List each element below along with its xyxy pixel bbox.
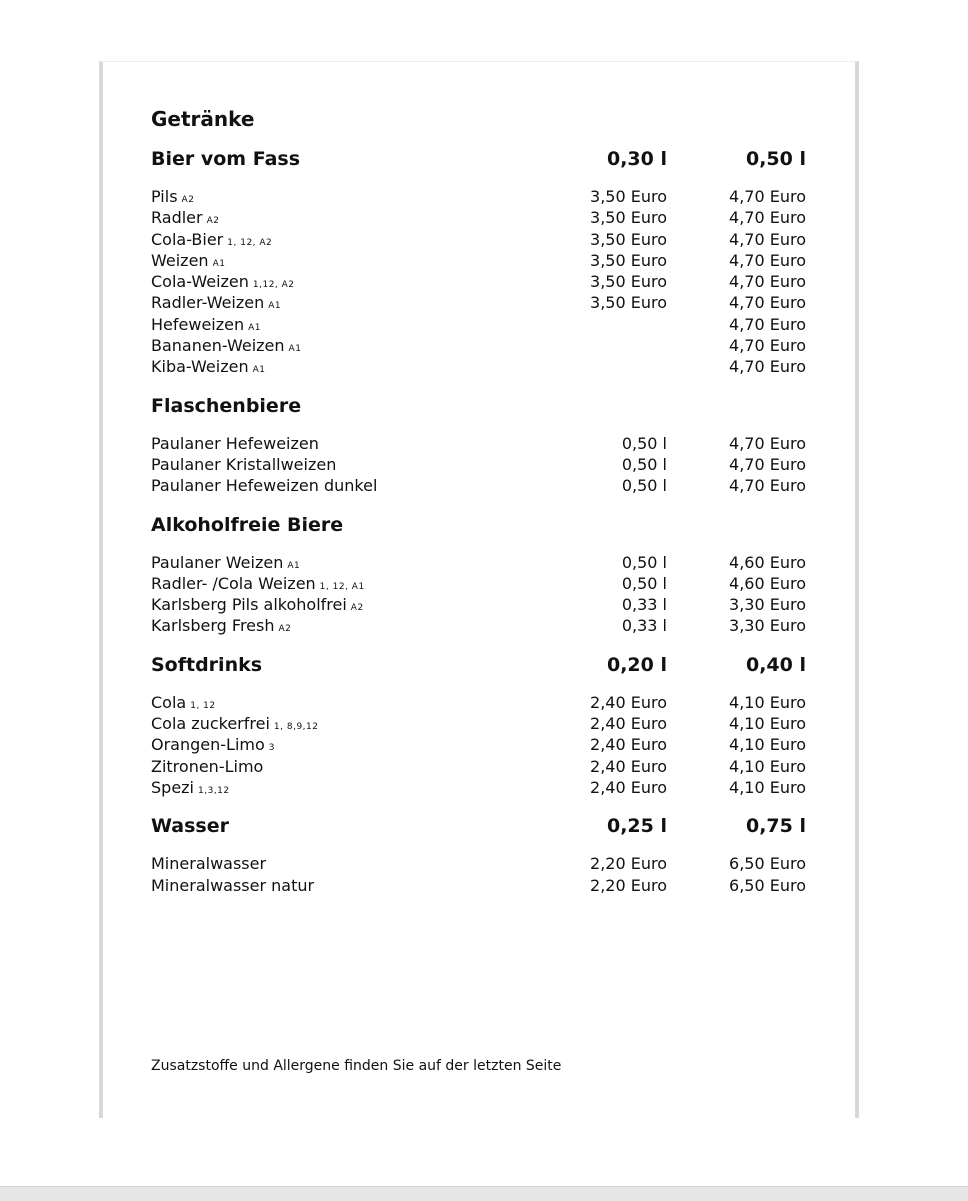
additive-codes: 3 [268, 743, 275, 754]
menu-section [151, 811, 811, 896]
column-size-1: 0,20 l [606, 653, 667, 676]
section-heading: Softdrinks [151, 653, 263, 676]
item-price-2: 6,50 Euro [729, 875, 806, 895]
item-price-2: 4,70 Euro [729, 357, 806, 377]
menu-item [151, 475, 811, 496]
item-price-2: 4,70 Euro [729, 229, 806, 249]
item-price-1: 0,50 l [621, 573, 667, 593]
item-name: Bananen-Weizen [151, 336, 285, 356]
section-heading-row [151, 510, 811, 540]
item-price-2: 4,10 Euro [729, 735, 806, 755]
section-heading-row [151, 650, 811, 680]
item-name: Pils [151, 187, 178, 206]
item-price-1: 2,40 Euro [590, 756, 667, 776]
menu-section [151, 650, 811, 798]
item-price-2: 4,70 Euro [729, 476, 806, 496]
menu-item [151, 314, 811, 335]
menu-section [151, 510, 811, 637]
menu-item [151, 207, 811, 228]
section-heading: Alkoholfreie Biere [151, 513, 344, 536]
item-price-2: 4,70 Euro [729, 208, 806, 228]
item-name-cell [151, 777, 230, 802]
bottom-scroll-bar [0, 1186, 968, 1201]
additive-codes: A1 [288, 344, 302, 355]
item-name: Paulaner Kristallweizen [151, 454, 337, 474]
item-name: Orangen-Limo [151, 735, 265, 755]
menu-item [151, 271, 811, 292]
item-price-2: 4,70 Euro [729, 272, 806, 292]
menu-page [99, 61, 859, 1118]
item-name: Hefeweizen [151, 314, 245, 334]
item-price-1: 2,40 Euro [590, 692, 667, 712]
section-heading-row [151, 144, 811, 174]
additive-codes: A1 [268, 301, 282, 312]
item-list [151, 433, 811, 497]
menu-item [151, 777, 811, 798]
item-name: Kiba-Weizen [151, 357, 249, 377]
page-title: Getränke [151, 107, 255, 131]
item-price-1: 0,33 l [621, 595, 667, 615]
item-name: Spezi [151, 777, 194, 797]
menu-item [151, 433, 811, 454]
menu-item [151, 356, 811, 377]
column-size-1: 0,30 l [606, 148, 667, 170]
item-price-1: 0,50 l [621, 552, 667, 572]
item-price-2: 4,70 Euro [729, 336, 806, 356]
additive-codes: A1 [248, 322, 261, 333]
item-name-cell [151, 875, 318, 900]
item-price-2: 4,70 Euro [729, 433, 806, 453]
item-name: Cola-Bier [151, 229, 224, 249]
menu-item [151, 756, 811, 777]
item-price-1: 3,50 Euro [590, 272, 667, 292]
additive-codes: A2 [350, 603, 364, 614]
item-price-2: 4,60 Euro [729, 552, 806, 572]
menu-item [151, 713, 811, 734]
menu-section [151, 391, 811, 497]
item-name: Radler- /Cola Weizen [151, 573, 316, 593]
item-list [151, 552, 811, 637]
item-price-2: 4,70 Euro [729, 250, 806, 270]
item-name: Karlsberg Pils alkoholfrei [151, 595, 347, 615]
additive-codes: 1, 12, A2 [227, 237, 273, 248]
item-price-2: 6,50 Euro [729, 854, 806, 874]
item-price-2: 3,30 Euro [729, 616, 806, 636]
menu-item [151, 692, 811, 713]
item-price-1: 0,50 l [621, 433, 667, 453]
item-price-2: 4,10 Euro [729, 692, 806, 712]
item-price-1: 3,50 Euro [590, 229, 667, 249]
column-size-2: 0,75 l [745, 815, 806, 838]
item-price-2: 4,60 Euro [729, 573, 806, 593]
item-price-1: 3,50 Euro [590, 187, 667, 206]
section-heading-row [151, 811, 811, 841]
item-name: Radler-Weizen [151, 293, 265, 313]
item-name-cell [151, 356, 265, 381]
item-name: Paulaner Hefeweizen dunkel [151, 476, 378, 496]
additive-codes: 1, 12, A1 [319, 581, 365, 592]
item-price-1: 2,20 Euro [590, 854, 667, 874]
item-name: Weizen [151, 250, 209, 270]
additive-codes: 1,3,12 [198, 785, 230, 796]
item-name: Paulaner Hefeweizen [151, 433, 319, 453]
additive-codes: A2 [278, 624, 292, 635]
item-price-1: 0,33 l [621, 616, 667, 636]
menu-item [151, 250, 811, 271]
item-name: Mineralwasser natur [151, 875, 315, 895]
menu-section [151, 144, 811, 378]
item-price-1: 3,50 Euro [590, 208, 667, 228]
menu-item [151, 594, 811, 615]
item-name: Karlsberg Fresh [151, 616, 275, 636]
item-price-2: 4,10 Euro [729, 714, 806, 734]
item-price-2: 4,10 Euro [729, 756, 806, 776]
column-size-1: 0,25 l [606, 815, 667, 838]
item-list [151, 186, 811, 378]
item-price-2: 3,30 Euro [729, 595, 806, 615]
additive-codes: A1 [212, 258, 226, 269]
item-name-cell [151, 475, 381, 500]
menu-item [151, 573, 811, 594]
item-name: Cola-Weizen [151, 272, 249, 292]
item-price-2: 4,70 Euro [729, 314, 806, 334]
additive-codes: 1,12, A2 [252, 280, 295, 291]
column-size-2: 0,40 l [745, 653, 806, 676]
item-price-2: 4,70 Euro [729, 187, 806, 206]
item-price-1: 0,50 l [621, 454, 667, 474]
section-heading: Flaschenbiere [151, 394, 302, 417]
menu-content [151, 104, 811, 909]
item-price-1: 3,50 Euro [590, 250, 667, 270]
item-name-cell [151, 615, 291, 640]
section-heading-row [151, 391, 811, 421]
item-name: Paulaner Weizen [151, 552, 284, 572]
item-name: Radler [151, 208, 203, 228]
item-list [151, 853, 811, 896]
menu-item [151, 335, 811, 356]
footnote: Zusatzstoffe und Allergene finden Sie auf der letzten Seite [151, 1058, 562, 1074]
item-name: Mineralwasser [151, 854, 267, 874]
item-price-2: 4,70 Euro [729, 293, 806, 313]
item-price-1: 2,20 Euro [590, 875, 667, 895]
additive-codes: A2 [206, 216, 220, 227]
menu-item [151, 229, 811, 250]
item-name: Cola zuckerfrei [151, 714, 270, 734]
item-price-1: 2,40 Euro [590, 777, 667, 797]
menu-item [151, 454, 811, 475]
menu-item [151, 186, 811, 207]
item-name: Zitronen-Limo [151, 756, 264, 776]
menu-item [151, 615, 811, 636]
item-name: Cola [151, 692, 187, 712]
menu-item [151, 292, 811, 313]
item-price-1: 2,40 Euro [590, 735, 667, 755]
column-size-2: 0,50 l [745, 148, 806, 170]
item-list [151, 692, 811, 798]
menu-item [151, 552, 811, 573]
menu-item [151, 853, 811, 874]
additive-codes: A1 [287, 560, 301, 571]
section-heading: Wasser [151, 815, 229, 838]
section-heading: Bier vom Fass [151, 148, 301, 170]
menu-sections [151, 144, 811, 896]
item-price-1: 2,40 Euro [590, 714, 667, 734]
additive-codes: 1, 8,9,12 [273, 722, 319, 733]
additive-codes: A2 [181, 195, 195, 205]
item-price-1: 3,50 Euro [590, 293, 667, 313]
additive-codes: A1 [252, 365, 266, 376]
item-price-2: 4,10 Euro [729, 777, 806, 797]
menu-item [151, 875, 811, 896]
item-price-2: 4,70 Euro [729, 454, 806, 474]
menu-item [151, 734, 811, 755]
additive-codes: 1, 12 [190, 700, 216, 711]
item-price-1: 0,50 l [621, 476, 667, 496]
